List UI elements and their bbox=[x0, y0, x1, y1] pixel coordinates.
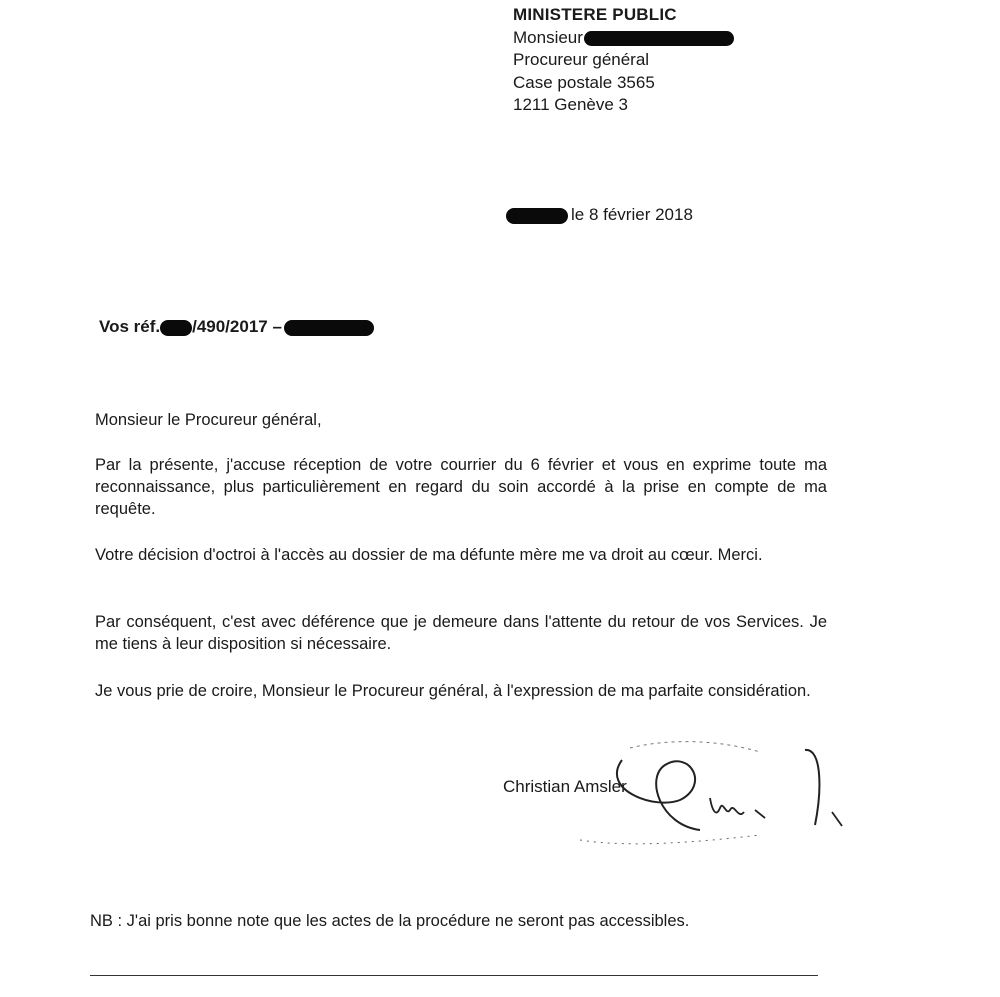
recipient-postal-box: Case postale 3565 bbox=[513, 72, 655, 92]
signer-name: Christian Amsler bbox=[503, 777, 627, 796]
handwritten-signature bbox=[560, 730, 880, 860]
reference-number: /490/2017 – bbox=[192, 317, 282, 336]
reference-prefix: Vos réf. bbox=[99, 317, 161, 336]
recipient-organization: MINISTERE PUBLIC bbox=[513, 5, 677, 24]
recipient-city: 1211 Genève 3 bbox=[513, 95, 628, 114]
postscript-note: NB : J'ai pris bonne note que les actes de la procédure ne seront pas accessibles. bbox=[90, 912, 690, 930]
letter-date: le 8 février 2018 bbox=[571, 205, 693, 224]
date-line bbox=[506, 204, 693, 226]
paragraph-2: Votre décision d'octroi à l'accès au dossier de ma défunte mère me va droit au cœur. Merci. bbox=[95, 546, 763, 564]
recipient-name-line bbox=[513, 27, 734, 50]
recipient-title: Procureur général bbox=[513, 50, 650, 69]
footer-divider bbox=[90, 975, 818, 976]
redaction-ref-suffix bbox=[284, 320, 374, 336]
recipient-address bbox=[513, 4, 734, 117]
recipient-salutation: Monsieur bbox=[513, 27, 583, 47]
redaction-name bbox=[584, 31, 734, 46]
letter-salutation: Monsieur le Procureur général, bbox=[95, 411, 322, 429]
paragraph-3: Par conséquent, c'est avec déférence que je demeure dans l'attente du retour de vos Services. Je me tiens à leur disposition si nécessaire. bbox=[95, 613, 827, 653]
redaction-ref-prefix bbox=[160, 320, 192, 336]
reference-line bbox=[99, 316, 374, 338]
paragraph-4: Je vous prie de croire, Monsieur le Procureur général, à l'expression de ma parfaite considération. bbox=[95, 682, 811, 700]
paragraph-1: Par la présente, j'accuse réception de votre courrier du 6 février et vous en exprime toute ma reconnaissance, plus particulièrement en regard du soin accordé à la prise en compte de ma requête. bbox=[95, 456, 827, 518]
redaction-place bbox=[506, 208, 568, 224]
